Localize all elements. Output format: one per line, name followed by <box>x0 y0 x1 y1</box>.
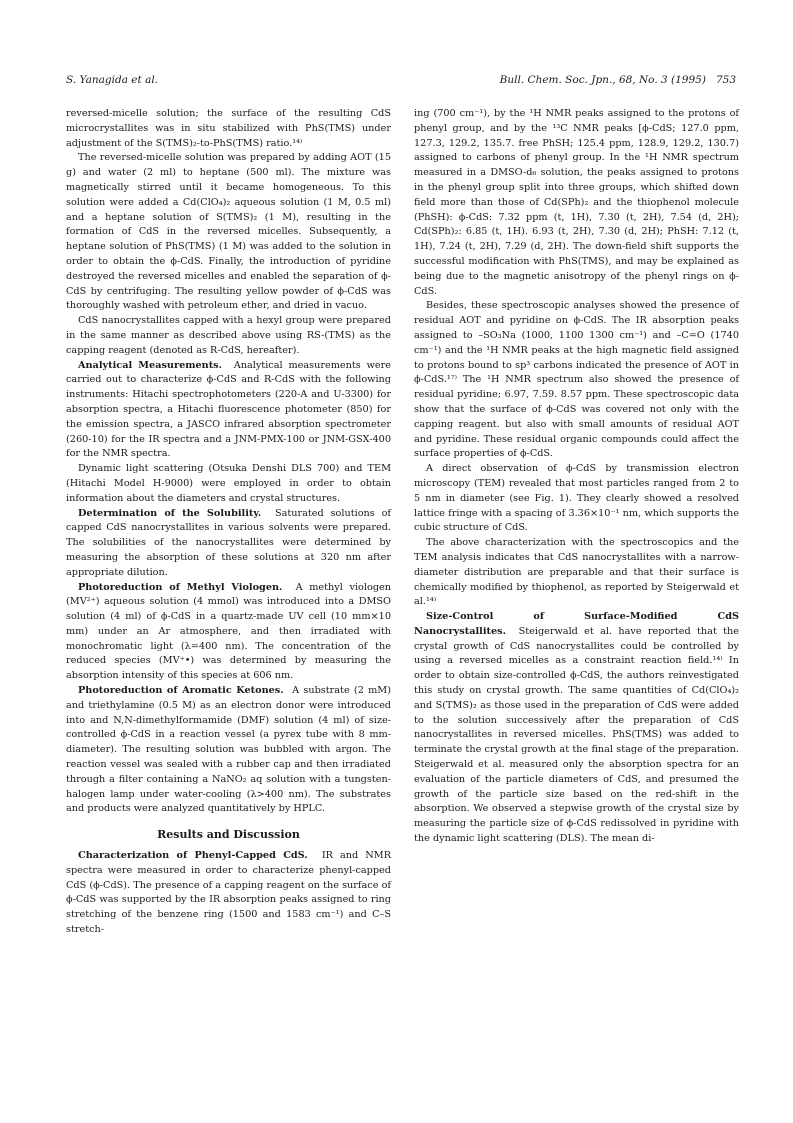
subsection-paragraph <box>66 849 391 938</box>
subsection-paragraph <box>66 581 391 685</box>
right-column <box>414 107 739 847</box>
paragraph-text: Steigerwald et al. have reported that the crystal growth of CdS nanocrystallites could be controlled by using a reversed micelles as a constraint reaction field.¹⁴⁾ In order to obtain size-controlled ϕ-CdS, the authors reinvestigated this study on crystal growth. The same quantities of Cd(ClO₄)₂ and S(TMS)₂ as those used in the preparation of CdS were added to the solution successively after the preparation of CdS nanocrystallites in reversed micelles. PhS(TMS) was added to terminate the crystal growth at the final stage of the preparation. Steigerwald et al. measured only the absorption spectra for an evaluation of the particle diameters of CdS, and presumed the growth of the particle size based on the red-shift in the absorption. We observed a stepwise growth of the crystal size by measuring the particle size of ϕ-CdS redissolved in pyridine with the dynamic light scattering (DLS). The mean di- <box>414 625 739 845</box>
paragraph-text: Saturated solutions of capped CdS nanocrystallites in various solvents were prepared. The solubilities of the nanocrystallites were determined by measuring the absorption of these solutions at 320 nm after appropriate dilution. <box>66 507 391 578</box>
paragraph: A direct observation of ϕ-CdS by transmission electron microscopy (TEM) revealed that most particles ranged from 2 to 5 nm in diameter (see Fig. 1). They clearly showed a resolved lattice fringe with a spacing of 3.36×10⁻¹ nm, which supports the cubic structure of CdS. <box>414 463 739 534</box>
subsection-paragraph <box>66 684 391 817</box>
paragraph-text: IR and NMR spectra were measured in order to characterize phenyl-capped CdS (ϕ-CdS). The presence of a capping reagent on the surface of ϕ-CdS was supported by the IR absorption peaks assigned to ring stretching of the benzene ring (1500 and 1583 cm⁻¹) and C–S stretch- <box>66 850 391 936</box>
subsection-title: Photoreduction of Methyl Viologen. <box>78 581 283 593</box>
paragraph: The reversed-micelle solution was prepared by adding AOT (15 g) and water (2 ml) to heptane (500 ml). The mixture was magnetically stirred until it became homogeneous. To this solution were added a Cd(ClO₄)₂ aqueous solution (1 M, 0.5 ml) and a heptane solution of S(TMS)₂ (1 M), resulting in the formation of CdS in the reversed micelles. Subsequently, a heptane solution of PhS(TMS) (1 M) was added to the solution in order to obtain the ϕ-CdS. Finally, the introduction of pyridine destroyed the reversed micelles and enabled the separation of ϕ-CdS by centrifuging. The resulting yellow powder of ϕ-CdS was thoroughly washed with petroleum ether, and dried in vacuo. <box>66 152 391 312</box>
subsection-title: Size-Control of Surface-Modified CdS Nanocrystallites. <box>414 611 739 637</box>
subsection-title: Photoreduction of Aromatic Ketones. <box>78 685 284 697</box>
paragraph-text: A methyl viologen (MV²⁺) aqueous solution (4 mmol) was introduced into a DMSO solution (4 ml) of ϕ-CdS in a quartz-made UV cell (10 mm×10 mm) under an Ar atmosphere, and then irradiated with monochromatic light (λ=400 nm). The concentration of the reduced species (MV⁺•) was determined by measuring the absorption intensity of this species at 606 nm. <box>66 581 391 682</box>
header-authors: S. Yanagida et al. <box>66 74 159 86</box>
subsection-paragraph <box>414 610 739 847</box>
paragraph: The above characterization with the spectroscopics and the TEM analysis indicates that CdS nanocrystallites with a narrow-diameter distribution are preparable and that their surface is chemically modified by thiophenol, as reported by Steigerwald et al.¹⁴⁾ <box>414 537 739 608</box>
subsection-title: Determination of the Solubility. <box>78 507 262 519</box>
paragraph: CdS nanocrystallites capped with a hexyl group were prepared in the same manner as described above using RS-(TMS) as the capping reagent (denoted as R-CdS, hereafter). <box>66 315 391 356</box>
header-page-number: 753 <box>715 74 736 86</box>
subsection-paragraph <box>66 507 391 581</box>
paragraph: Dynamic light scattering (Otsuka Denshi DLS 700) and TEM (Hitachi Model H-9000) were employed in order to obtain information about the diameters and crystal structures. <box>66 463 391 504</box>
paragraph: Besides, these spectroscopic analyses showed the presence of residual AOT and pyridine on ϕ-CdS. The IR absorption peaks assigned to –SO₃Na (1000, 1100 1300 cm⁻¹) and –C=O (1740 cm⁻¹) and the ¹H NMR peaks at the high magnetic field assigned to protons bound to sp³ carbons indicated the presence of AOT in ϕ-CdS.¹⁷⁾ The ¹H NMR spectrum also showed the presence of residual pyridine; 6.97, 7.59. 8.57 ppm. These spectroscopic data show that the surface of ϕ-CdS was covered not only with the capping reagent. but also with small amounts of residual AOT and pyridine. These residual organic compounds could affect the surface properties of ϕ-CdS. <box>414 300 739 460</box>
running-header <box>66 74 736 90</box>
paragraph-text: Analytical measurements were carried out to characterize ϕ-CdS and R-CdS with the following instruments: Hitachi spectrophotometers (220-A and U-3300) for absorption spectra, a Hitachi fluorescence photometer (850) for the emission spectra, a JASCO infrared absorption spectrometer (260-10) for the IR spectra and a JNM-PMX-100 or JNM-GSX-400 for the NMR spectra. <box>66 359 391 460</box>
subsection-title: Characterization of Phenyl-Capped CdS. <box>78 850 308 862</box>
left-column <box>66 107 391 938</box>
paragraph: ing (700 cm⁻¹), by the ¹H NMR peaks assigned to the protons of phenyl group, and by the ¹³C NMR peaks [ϕ-CdS; 127.0 ppm, 127.3, 129.2, 135.7. free PhSH; 125.4 ppm, 128.9, 129.2, 130.7) assigned to carbons of phenyl group. In the ¹H NMR spectrum measured in a DMSO-d₆ solution, the peaks assigned to protons in the phenyl group split into three groups, which shifted down field more than those of Cd(SPh)₂ and the thiophenol molecule (PhSH): ϕ-CdS: 7.32 ppm (t, 1H), 7.30 (t, 2H), 7.54 (d, 2H); Cd(SPh)₂: 6.85 (t, 1H). 6.93 (t, 2H), 7.30 (d, 2H); PhSH: 7.12 (t, 1H), 7.24 (t, 2H), 7.29 (d, 2H). The down-field shift supports the successful modification with PhS(TMS), and may be explained as being due to the magnetic anisotropy of the phenyl rings on ϕ-CdS. <box>414 108 739 297</box>
paragraph-text: A substrate (2 mM) and triethylamine (0.5 M) as an electron donor were introduced into and N,N-dimethylformamide (DMF) solution (4 ml) of size-controlled ϕ-CdS in a reaction vessel (a pyrex tube with 8 mm-diameter). The resulting solution was bubbled with argon. The reaction vessel was sealed with a rubber cap and then irradiated through a filter containing a NaNO₂ aq solution with a tungsten-halogen lamp under water-cooling (λ>400 nm). The substrates and products were analyzed quantitatively by HPLC. <box>66 685 391 815</box>
subsection-title: Analytical Measurements. <box>78 359 222 371</box>
header-journal-page <box>500 74 736 86</box>
subsection-paragraph <box>66 359 391 463</box>
section-heading: Results and Discussion <box>157 828 300 842</box>
header-journal: Bull. Chem. Soc. Jpn., 68, No. 3 (1995) <box>499 74 706 86</box>
paragraph: reversed-micelle solution; the surface of the resulting CdS microcrystallites was in situ stabilized with PhS(TMS) under adjustment of the S(TMS)₂-to-PhS(TMS) ratio.¹⁴⁾ <box>66 108 391 149</box>
